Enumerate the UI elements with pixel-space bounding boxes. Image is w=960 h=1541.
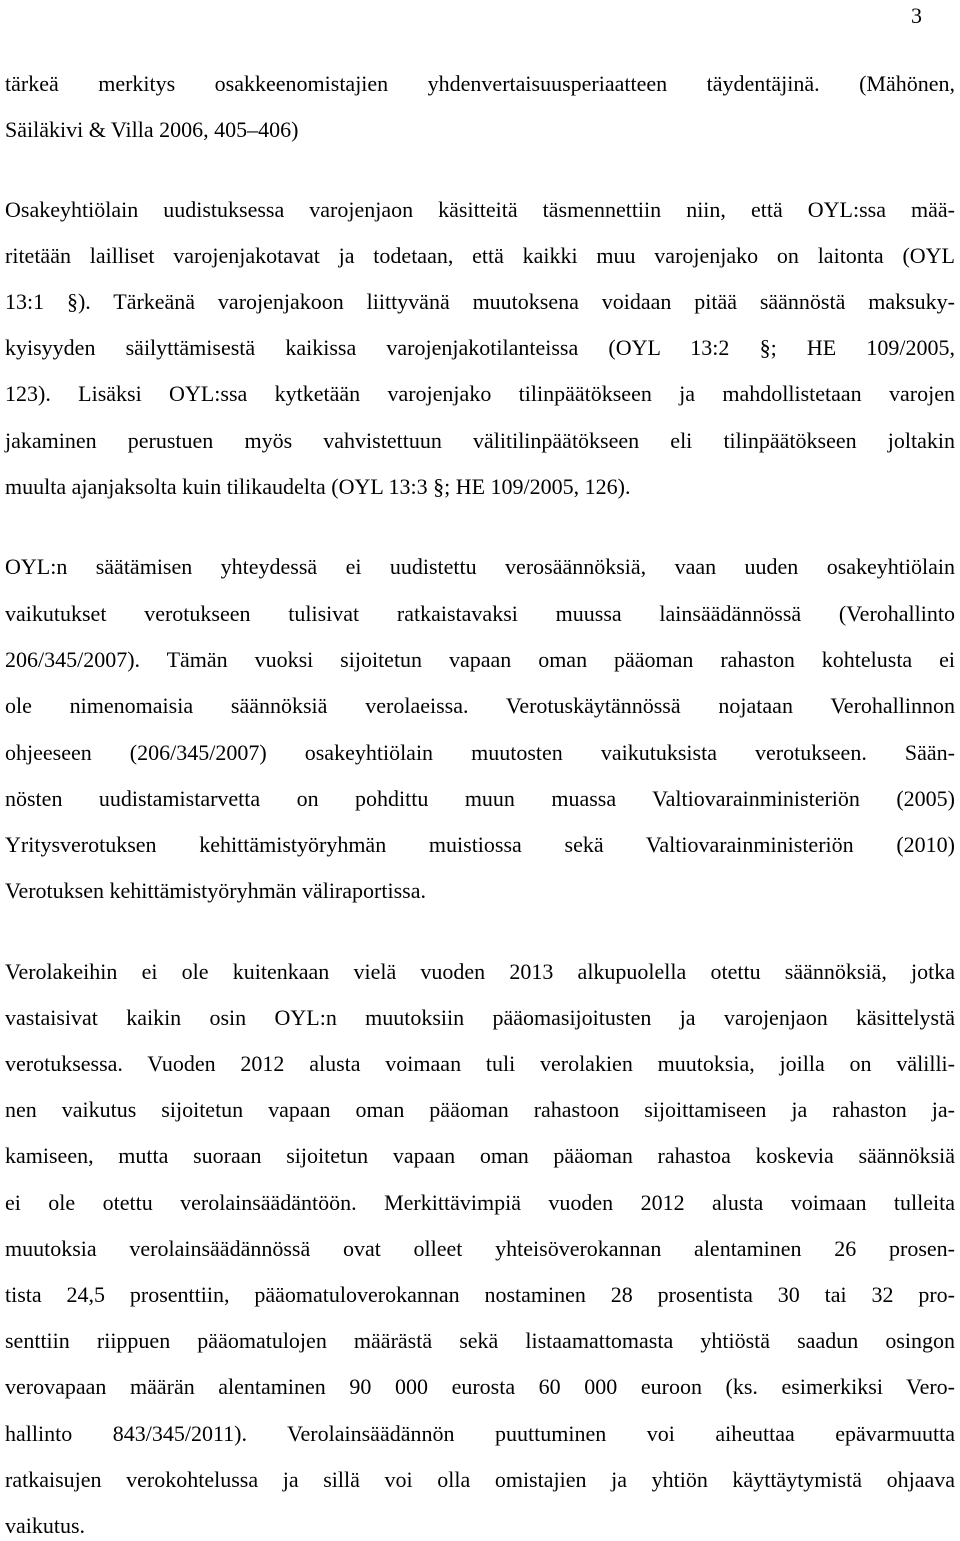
text-line: muutoksia verolainsäädännössä ovat olleet yhteisöverokannan alentaminen 26 prosen- [5, 1236, 955, 1261]
text-line: vaikutus. [5, 1513, 86, 1538]
text-line: ole nimenomaisia säännöksiä verolaeissa. Verotuskäytännössä nojataan Verohallinnon [5, 693, 955, 718]
text-line: 13:1 §). Tärkeänä varojenjakoon liittyvänä muutoksena voidaan pitää säännöstä maksuky- [5, 289, 955, 314]
text-line: 123). Lisäksi OYL:ssa kytketään varojenjako tilinpäätökseen ja mahdollistetaan varojen [5, 381, 955, 406]
text-line: ritetään lailliset varojenjakotavat ja todetaan, että kaikki muu varojenjako on laitonta (OYL [5, 243, 955, 268]
text-line: ohjeeseen (206/345/2007) osakeyhtiölain muutosten vaikutuksista verotukseen. Sään- [5, 740, 955, 765]
text-line: tista 24,5 prosenttiin, pääomatuloverokannan nostaminen 28 prosentista 30 tai 32 pro- [5, 1282, 955, 1307]
text-line: Yritysverotuksen kehittämistyöryhmän muistiossa sekä Valtiovarainministeriön (2010) [5, 832, 955, 857]
text-line: muulta ajanjaksolta kuin tilikaudelta (OYL 13:3 §; HE 109/2005, 126). [5, 474, 631, 499]
text-line: ei ole otettu verolainsäädäntöön. Merkittävimpiä vuoden 2012 alusta voimaan tulleita [5, 1190, 955, 1215]
text-line: jakaminen perustuen myös vahvistettuun välitilinpäätökseen eli tilinpäätökseen joltakin [5, 428, 955, 453]
text-line: vaikutukset verotukseen tulisivat ratkaistavaksi muussa lainsäädännössä (Verohallinto [5, 601, 955, 626]
text-line: verotuksessa. Vuoden 2012 alusta voimaan tuli verolakien muutoksia, joilla on välilli- [5, 1051, 955, 1076]
text-line: Säiläkivi & Villa 2006, 405–406) [5, 117, 299, 142]
text-line: OYL:n säätämisen yhteydessä ei uudistettu verosäännöksiä, vaan uuden osakeyhtiölain [5, 554, 955, 579]
text-line: vastaisivat kaikin osin OYL:n muutoksiin pääomasijoitusten ja varojenjaon käsittelystä [5, 1005, 955, 1030]
text-line: Verotuksen kehittämistyöryhmän väliraportissa. [5, 878, 426, 903]
text-line: ratkaisujen verokohtelussa ja sillä voi olla omistajien ja yhtiön käyttäytymistä ohjaava [5, 1467, 955, 1492]
text-line: 206/345/2007). Tämän vuoksi sijoitetun vapaan oman pääoman rahaston kohtelusta ei [5, 647, 955, 672]
text-line: kamiseen, mutta suoraan sijoitetun vapaan oman pääoman rahastoa koskevia säännöksiä [5, 1143, 955, 1168]
text-line: kyisyyden säilyttämisestä kaikissa varojenjakotilanteissa (OYL 13:2 §; HE 109/2005, [5, 335, 955, 360]
text-line: verovapaan määrän alentaminen 90 000 eurosta 60 000 euroon (ks. esimerkiksi Vero- [5, 1374, 955, 1399]
text-line: hallinto 843/345/2011). Verolainsäädännön puuttuminen voi aiheuttaa epävarmuutta [5, 1421, 955, 1446]
text-line: Verolakeihin ei ole kuitenkaan vielä vuoden 2013 alkupuolella otettu säännöksiä, jotka [5, 959, 955, 984]
text-line: tärkeä merkitys osakkeenomistajien yhdenvertaisuusperiaatteen täydentäjinä. (Mähönen, [5, 71, 955, 96]
page-number: 3 [911, 3, 922, 28]
text-line: nen vaikutus sijoitetun vapaan oman pääoman rahastoon sijoittamiseen ja rahaston ja- [5, 1097, 955, 1122]
text-line: nösten uudistamistarvetta on pohdittu muun muassa Valtiovarainministeriön (2005) [5, 786, 955, 811]
text-line: Osakeyhtiölain uudistuksessa varojenjaon käsitteitä täsmennettiin niin, että OYL:ssa mää- [5, 197, 955, 222]
text-line: senttiin riippuen pääomatulojen määrästä sekä listaamattomasta yhtiöstä saadun osingon [5, 1328, 955, 1353]
